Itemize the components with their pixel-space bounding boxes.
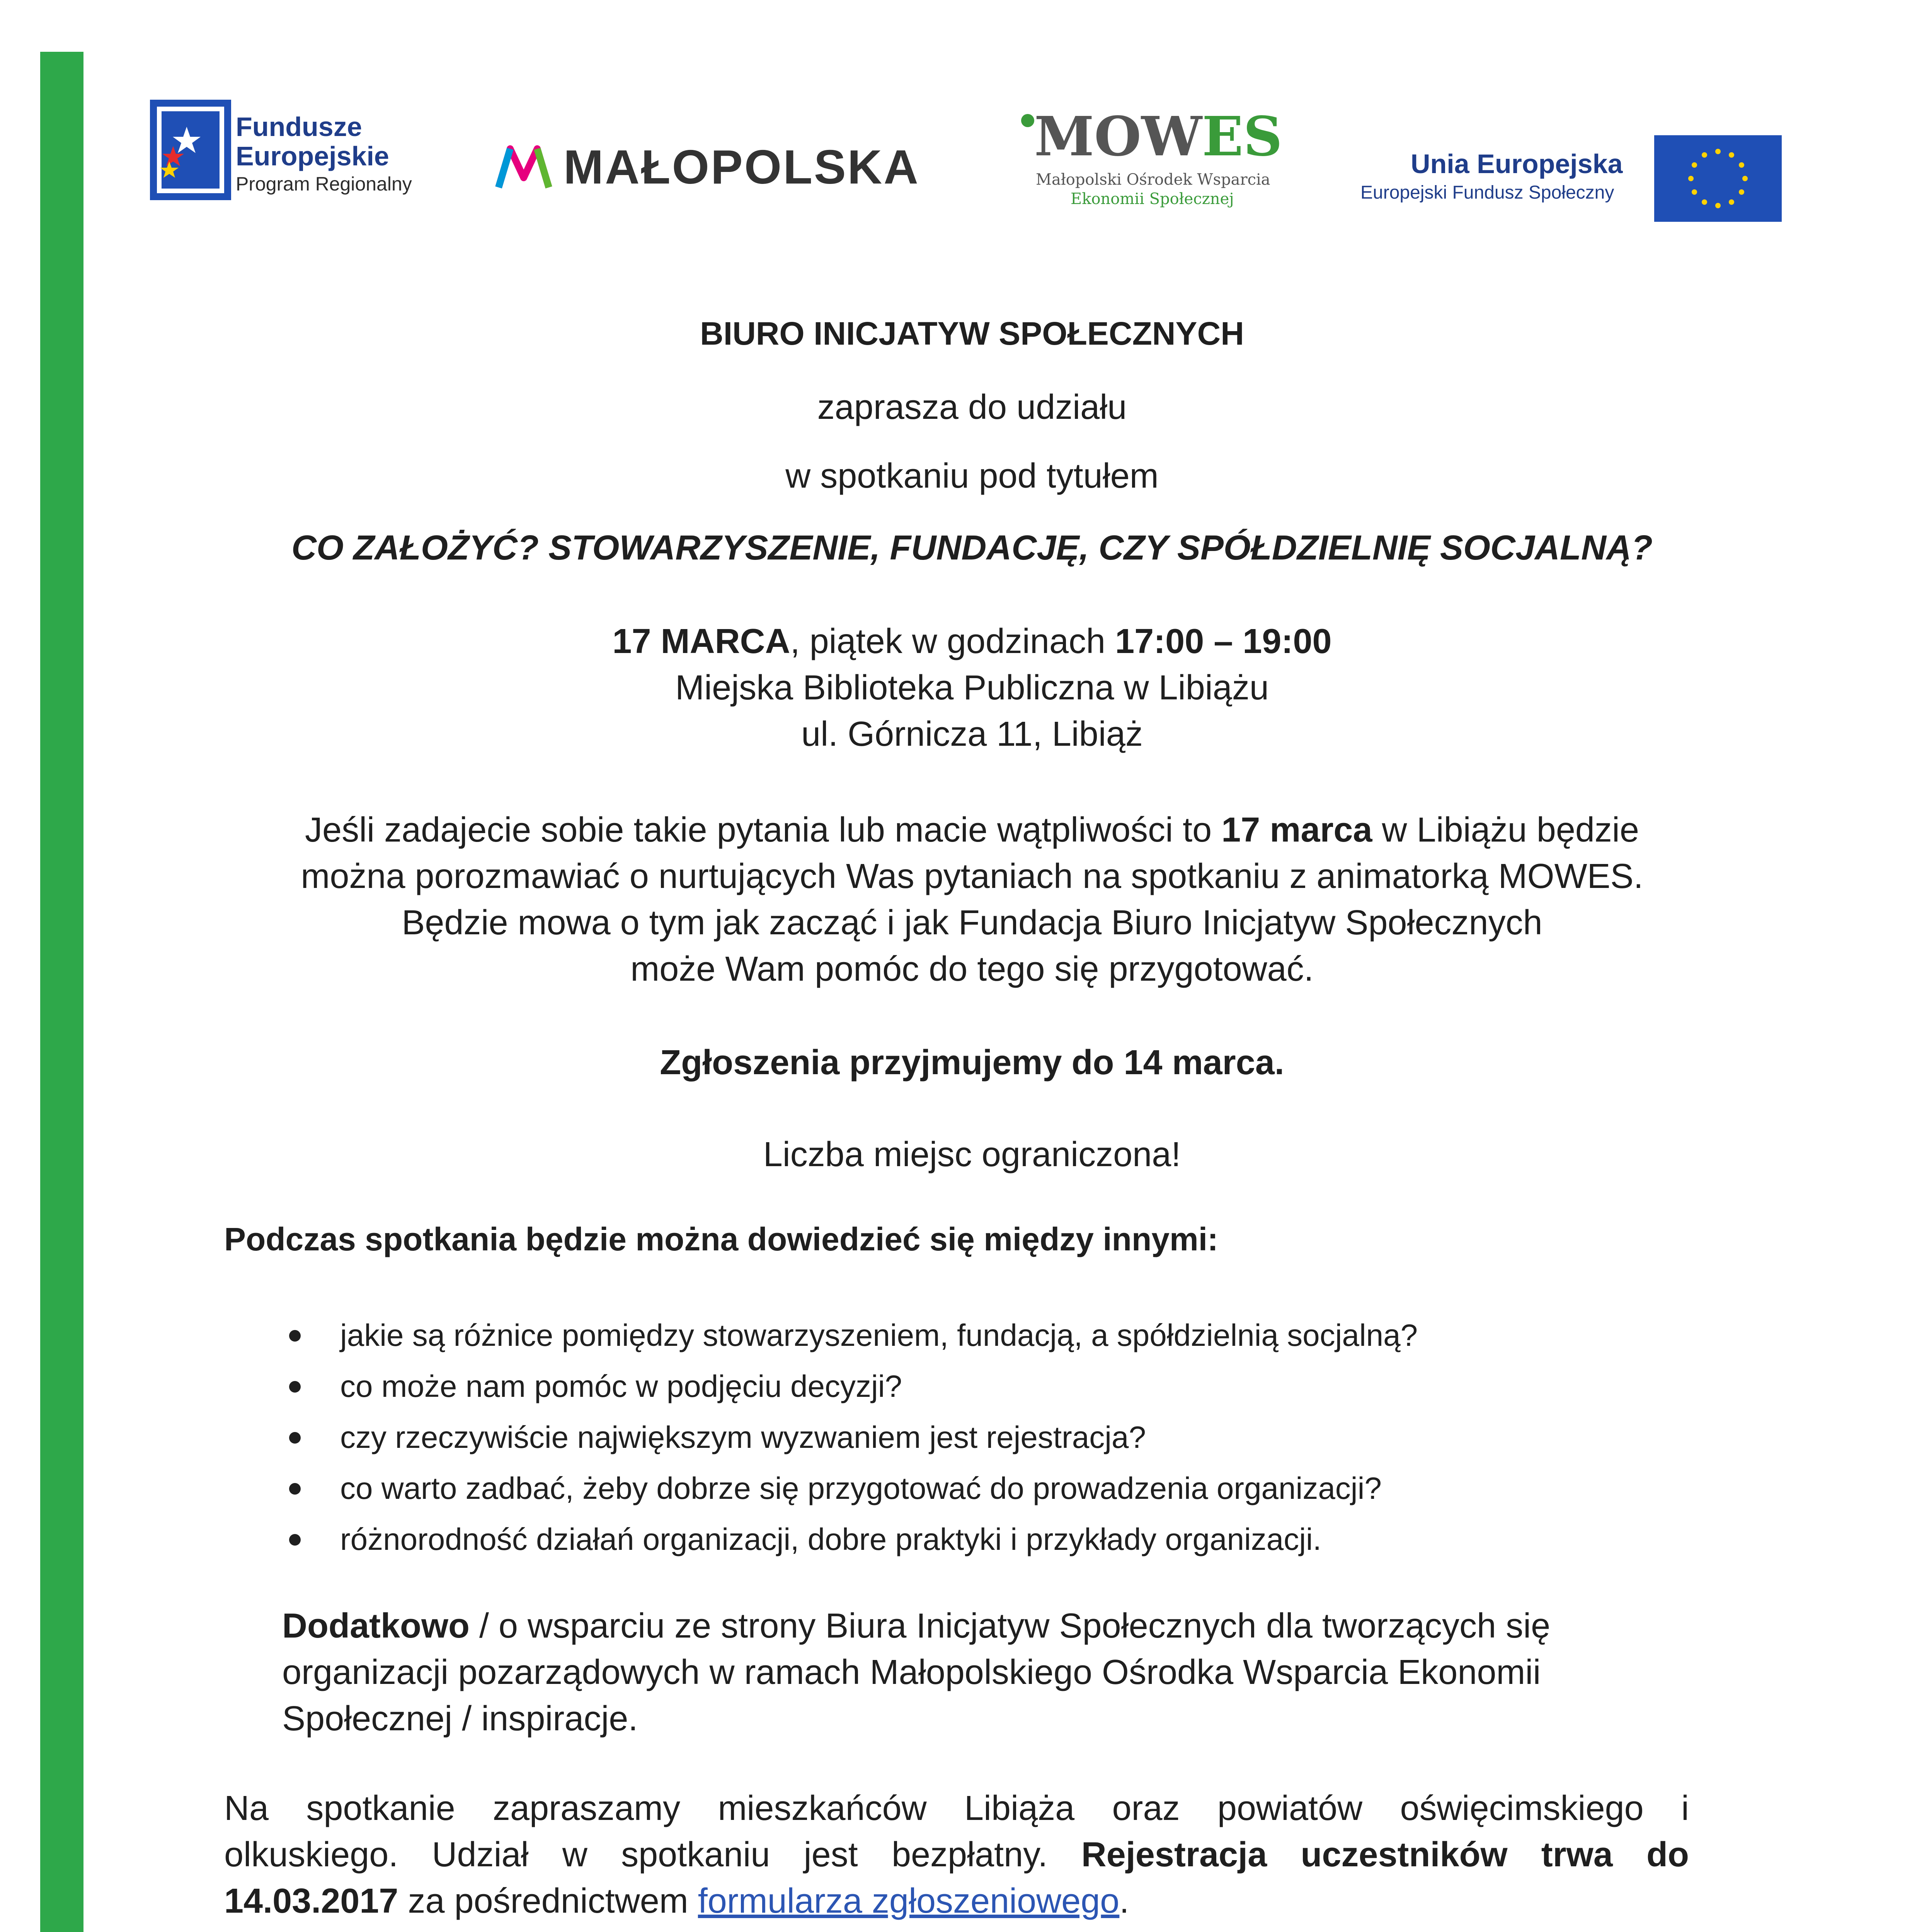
topic-item bbox=[282, 1412, 1693, 1463]
eu-flag-icon bbox=[1654, 135, 1782, 222]
topic-item bbox=[282, 1463, 1693, 1514]
invitation-line-1: Na spotkanie zapraszamy mieszkańców Libiąża oraz powiatów oświęcimskiego i bbox=[224, 1789, 1689, 1828]
topic-text: różnorodność działań organizacji, dobre praktyki i przykłady organizacji. bbox=[340, 1522, 1322, 1556]
fundusze-europejskie-logo bbox=[150, 100, 444, 200]
bullet-icon bbox=[289, 1483, 301, 1495]
additional-1: / o wsparciu ze strony Biura Inicjatyw Społecznych dla tworzących się bbox=[469, 1607, 1551, 1645]
additional-line-3: Społecznej / inspiracje. bbox=[282, 1699, 638, 1738]
malopolska-mark-icon bbox=[495, 143, 553, 189]
invitation-2a: olkuskiego. Udział w spotkaniu jest bezpłatny. bbox=[224, 1835, 1081, 1874]
invitation-line-2 bbox=[224, 1832, 1689, 1878]
intro-line-2: można porozmawiać o nurtujących Was pytaniach na spotkaniu z animatorką MOWES. bbox=[301, 857, 1643, 896]
intro-line-1 bbox=[209, 807, 1735, 853]
event-title: CO ZAŁOŻYĆ? STOWARZYSZENIE, FUNDACJĘ, CZY SPÓŁDZIELNIĘ SOCJALNĄ? bbox=[291, 529, 1653, 567]
invitation-3c: . bbox=[1119, 1882, 1129, 1920]
mowes-line1: Małopolski Ośrodek Wsparcia bbox=[1036, 171, 1270, 189]
left-accent-bar bbox=[40, 52, 83, 1932]
event-venue: Miejska Biblioteka Publiczna w Libiążu bbox=[675, 668, 1269, 707]
mowes-dot-icon bbox=[1021, 114, 1034, 127]
invitation-deadline: 14.03.2017 bbox=[224, 1882, 398, 1920]
bullet-icon bbox=[289, 1330, 301, 1342]
event-day: , piątek w godzinach bbox=[790, 622, 1115, 661]
ue-subtitle: Europejski Fundusz Społeczny bbox=[1360, 182, 1614, 203]
intro-1a: Jeśli zadajecie sobie takie pytania lub macie wątpliwości to bbox=[305, 811, 1222, 849]
invitation-2b: Rejestracja uczestników trwa do bbox=[1081, 1835, 1689, 1874]
fundusze-line3: Program Regionalny bbox=[236, 173, 412, 195]
topics-heading: Podczas spotkania będzie można dowiedzieć się między innymi: bbox=[224, 1221, 1219, 1257]
fundusze-line1: Fundusze bbox=[236, 112, 362, 142]
intro-line-3: Będzie mowa o tym jak zacząć i jak Fundacja Biuro Inicjatyw Społecznych bbox=[402, 903, 1542, 942]
event-hours: 17:00 – 19:00 bbox=[1115, 622, 1332, 661]
ue-title: Unia Europejska bbox=[1411, 149, 1623, 179]
additional-line-2: organizacji pozarządowych w ramach Małopolskiego Ośrodka Wsparcia Ekonomii bbox=[282, 1653, 1541, 1692]
topic-item bbox=[282, 1514, 1693, 1565]
places-limited: Liczba miejsc ograniczona! bbox=[763, 1135, 1181, 1174]
event-date-line bbox=[209, 618, 1735, 665]
bullet-icon bbox=[289, 1534, 301, 1546]
topic-item bbox=[282, 1361, 1693, 1412]
unia-europejska-logo bbox=[1349, 135, 1793, 224]
bullet-icon bbox=[289, 1381, 301, 1393]
intro-1c: w Libiążu będzie bbox=[1372, 811, 1639, 849]
invitation-3b: za pośrednictwem bbox=[398, 1882, 698, 1920]
additional-line-1 bbox=[282, 1603, 1550, 1649]
topic-text: czy rzeczywiście największym wyzwaniem jest rejestracja? bbox=[340, 1420, 1146, 1454]
malopolska-logo bbox=[495, 139, 920, 197]
mowes-name-a: MOW bbox=[1034, 105, 1202, 168]
event-date: 17 MARCA bbox=[612, 622, 790, 661]
mowes-line2: Ekonomii Społecznej bbox=[1071, 190, 1234, 208]
mowes-name-b: ES bbox=[1202, 105, 1282, 168]
fundusze-line2: Europejskie bbox=[236, 141, 389, 171]
mowes-name bbox=[1034, 105, 1282, 168]
topics-list bbox=[282, 1310, 1693, 1565]
bullet-icon bbox=[289, 1432, 301, 1444]
topic-text: co może nam pomóc w podjęciu decyzji? bbox=[340, 1369, 902, 1403]
organizer-heading: BIURO INICJATYW SPOŁECZNYCH bbox=[700, 315, 1244, 352]
topic-text: co warto zadbać, żeby dobrze się przygotować do prowadzenia organizacji? bbox=[340, 1471, 1382, 1505]
topic-item bbox=[282, 1310, 1693, 1361]
intro-line-4: może Wam pomóc do tego się przygotować. bbox=[630, 950, 1314, 988]
additional-label: Dodatkowo bbox=[282, 1607, 470, 1645]
invite-line: zaprasza do udziału bbox=[817, 388, 1127, 427]
registration-deadline: Zgłoszenia przyjmujemy do 14 marca. bbox=[660, 1043, 1284, 1082]
mowes-logo bbox=[1013, 102, 1314, 218]
invitation-line-3 bbox=[224, 1878, 1129, 1924]
topic-text: jakie są różnice pomiędzy stowarzyszeniem, fundacją, a spółdzielnią socjalną? bbox=[340, 1318, 1418, 1352]
fundusze-emblem-icon bbox=[150, 100, 231, 200]
meeting-line: w spotkaniu pod tytułem bbox=[785, 457, 1159, 495]
malopolska-name: MAŁOPOLSKA bbox=[564, 141, 920, 194]
intro-date: 17 marca bbox=[1221, 811, 1372, 849]
registration-form-link[interactable]: formularza zgłoszeniowego bbox=[698, 1882, 1120, 1920]
event-address: ul. Górnicza 11, Libiąż bbox=[801, 715, 1143, 753]
